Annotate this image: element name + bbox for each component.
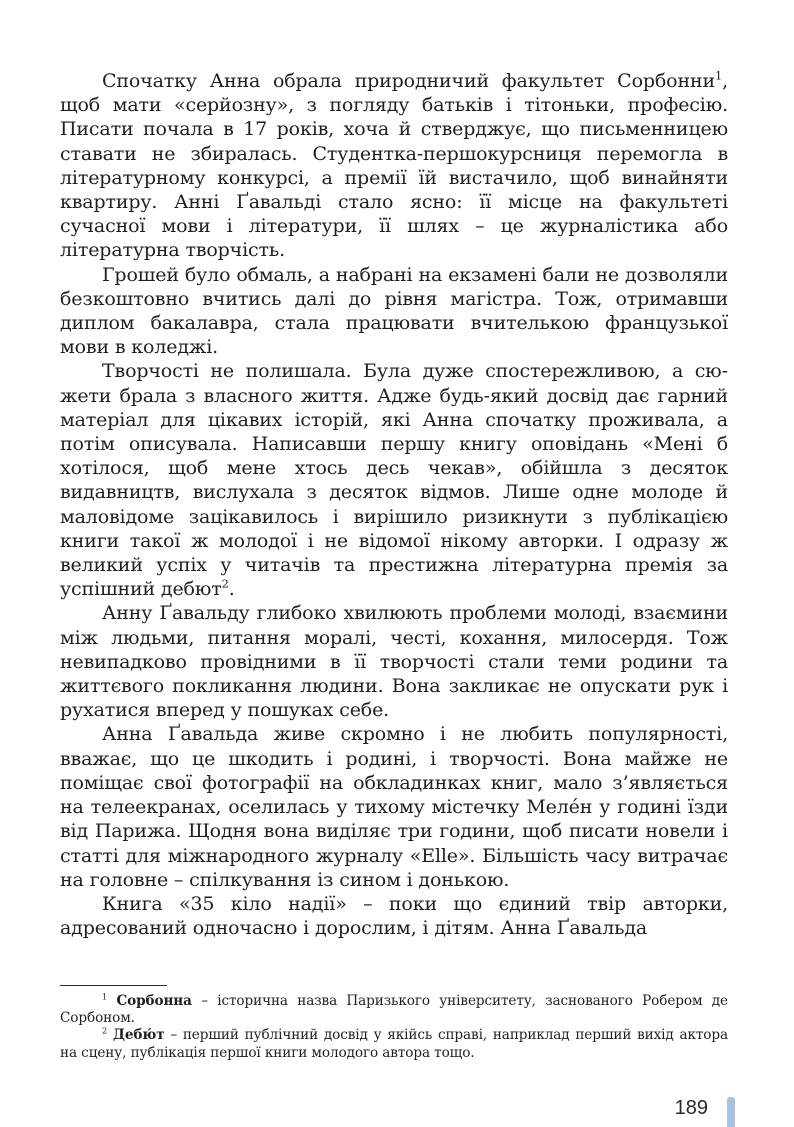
footnote-term: Сорбонна bbox=[116, 993, 192, 1009]
footnote bbox=[60, 993, 728, 1027]
footnote-term: Дебю́т bbox=[112, 1027, 165, 1044]
footnote-text: – історична назва Паризького університету, заснованого Робером де Сорбоном. bbox=[60, 993, 728, 1027]
paragraph: Грошей було обмаль, а набрані на екзамені бали не дозволяли безкоштовно вчитись далі до рівня магістра. Тож, отримавши диплом бакалавра, стала працювати вчителькою французької мови в коледжі. bbox=[60, 263, 728, 359]
main-text bbox=[60, 69, 728, 940]
page-number: 189 bbox=[674, 1097, 708, 1119]
paragraph: Творчості не полишала. Була дуже спостережливою, а сюжети брала з власного життя. Адже будь-який досвід дає гарний матеріал для цікавих історій, які Анна спочатку проживала, а потім описувала. Написавши першу книгу оповідань «Мені б хотілося, щоб мене хтось десь чекав», обійшла з десяток видавництв, вислухала з десяток відмов. Лише одне молоде й маловідоме зацікавилось і вирішило ризикнути з публікацією книги такої ж молодої і не відомої нікому авторки. І одразу ж великий успіх у читачів та престижна літературна премія за успішний дебют$^2$. bbox=[60, 360, 728, 601]
footnote-ref[interactable]: 2 bbox=[221, 576, 229, 591]
footnote-text: – перший публічний досвід у якійсь справі, наприклад перший вихід актора на сцену, публікація першої книги молодого автора тощо. bbox=[60, 1027, 728, 1061]
footnote-divider bbox=[60, 985, 167, 986]
footnotes bbox=[60, 993, 728, 1062]
footnote-mark: 1 bbox=[102, 991, 108, 1002]
footnote bbox=[60, 1027, 728, 1061]
paragraph: Анну Ґавальду глибоко хвилюють проблеми молоді, взаємини між людьми, питання моралі, честі, кохання, милосердя. Тож невипадково провідними в її творчості стали теми родини та життєвого покликання людини. Вона закликає не опускати рук і рухатися вперед у пошуках себе. bbox=[60, 602, 728, 722]
paragraph: Анна Ґавальда живе скромно і не любить популярності, вважає, що це шкодить і родині, і творчості. Вона майже не поміщає свої фотографії на обкладинках книг, мало з’являється на телеекранах, оселилась у тихому містечку Мелéн у годині їзди від Парижа. Щодня вона виділяє три години, щоб писати новели і статті для міжнародного журналу «Elle». Більшість часу витрачає на головне – спілкування із сином і донькою. bbox=[60, 723, 728, 891]
paragraph: Книга «35 кіло надії» – поки що єдиний твір авторки, адресований одночасно і дорослим, і дітям. Анна Ґавальда bbox=[60, 892, 728, 940]
footnote-ref[interactable]: 1 bbox=[715, 68, 723, 83]
footnote-mark: 2 bbox=[102, 1025, 108, 1036]
paragraph: Спочатку Анна обрала природничий факультет Сорбонни$^1$, щоб мати «серйозну», з погляду батьків і тітоньки, професію. Писати почала в 17 років, хоча й стверджує, що письменницею ставати не збиралась. Студентка-першокурсниця перемогла в літературному конкурсі, а премії їй вистачило, щоб винайняти квартиру. Анні Ґавальді стало ясно: її місце на факультеті сучасної мови і літератури, її шлях – це журналістика або літературна творчість. bbox=[60, 68, 728, 262]
